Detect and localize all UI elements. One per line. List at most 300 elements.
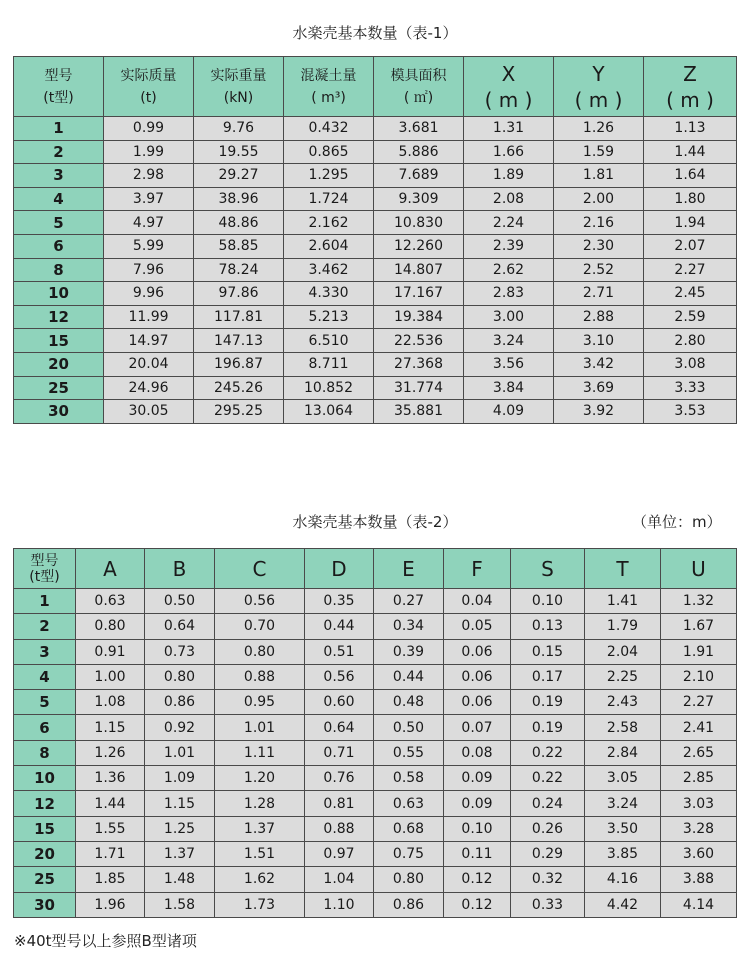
value-cell: 2.27: [661, 690, 737, 715]
value-cell: 1.01: [215, 715, 305, 740]
value-cell: 0.64: [145, 614, 215, 639]
value-cell: 58.85: [194, 234, 284, 258]
type-cell: 15: [14, 329, 104, 353]
value-cell: 0.27: [374, 589, 444, 614]
value-cell: 0.24: [511, 791, 585, 816]
value-cell: 0.86: [374, 892, 444, 917]
value-cell: 3.00: [464, 305, 554, 329]
value-cell: 1.94: [644, 211, 737, 235]
value-cell: 0.56: [305, 664, 374, 689]
value-cell: 2.43: [585, 690, 661, 715]
table-row: [14, 211, 737, 235]
table2-header-cell: S: [511, 549, 585, 589]
value-cell: 0.08: [444, 740, 511, 765]
value-cell: 2.71: [554, 282, 644, 306]
table1-header-row: [14, 57, 737, 117]
value-cell: 117.81: [194, 305, 284, 329]
value-cell: 2.65: [661, 740, 737, 765]
value-cell: 2.88: [554, 305, 644, 329]
table-row: [14, 766, 737, 791]
value-cell: 1.71: [76, 841, 145, 866]
value-cell: 0.86: [145, 690, 215, 715]
value-cell: 1.26: [76, 740, 145, 765]
value-cell: 2.162: [284, 211, 374, 235]
value-cell: 0.39: [374, 639, 444, 664]
value-cell: 1.01: [145, 740, 215, 765]
value-cell: 0.34: [374, 614, 444, 639]
value-cell: 14.807: [374, 258, 464, 282]
value-cell: 3.24: [585, 791, 661, 816]
value-cell: 1.55: [76, 816, 145, 841]
type-cell: 6: [14, 234, 104, 258]
value-cell: 0.76: [305, 766, 374, 791]
value-cell: 0.88: [305, 816, 374, 841]
unit-label: （单位：m）: [632, 513, 722, 531]
value-cell: 0.865: [284, 140, 374, 164]
value-cell: 2.41: [661, 715, 737, 740]
value-cell: 1.85: [76, 867, 145, 892]
value-cell: 0.44: [305, 614, 374, 639]
type-cell: 20: [14, 841, 76, 866]
value-cell: 0.10: [444, 816, 511, 841]
value-cell: 0.11: [444, 841, 511, 866]
value-cell: 0.68: [374, 816, 444, 841]
value-cell: 0.70: [215, 614, 305, 639]
value-cell: 1.64: [644, 164, 737, 188]
value-cell: 0.10: [511, 589, 585, 614]
value-cell: 0.95: [215, 690, 305, 715]
table2-header-row: [14, 549, 737, 589]
value-cell: 0.63: [76, 589, 145, 614]
value-cell: 1.20: [215, 766, 305, 791]
value-cell: 6.510: [284, 329, 374, 353]
value-cell: 2.59: [644, 305, 737, 329]
value-cell: 4.42: [585, 892, 661, 917]
value-cell: 1.58: [145, 892, 215, 917]
value-cell: 1.44: [76, 791, 145, 816]
table-row: [14, 282, 737, 306]
value-cell: 5.213: [284, 305, 374, 329]
value-cell: 3.05: [585, 766, 661, 791]
value-cell: 0.07: [444, 715, 511, 740]
value-cell: 1.73: [215, 892, 305, 917]
value-cell: 19.384: [374, 305, 464, 329]
table-row: [14, 867, 737, 892]
value-cell: 0.17: [511, 664, 585, 689]
table2-title: 水楽壳基本数量（表-2）: [292, 513, 458, 531]
type-cell: 8: [14, 740, 76, 765]
value-cell: 4.97: [104, 211, 194, 235]
value-cell: 1.51: [215, 841, 305, 866]
value-cell: 9.309: [374, 187, 464, 211]
value-cell: 2.85: [661, 766, 737, 791]
value-cell: 0.15: [511, 639, 585, 664]
value-cell: 2.16: [554, 211, 644, 235]
value-cell: 10.830: [374, 211, 464, 235]
value-cell: 12.260: [374, 234, 464, 258]
value-cell: 7.96: [104, 258, 194, 282]
value-cell: 38.96: [194, 187, 284, 211]
value-cell: 1.10: [305, 892, 374, 917]
value-cell: 0.50: [374, 715, 444, 740]
value-cell: 1.00: [76, 664, 145, 689]
value-cell: 3.33: [644, 376, 737, 400]
table-row: [14, 614, 737, 639]
value-cell: 2.45: [644, 282, 737, 306]
value-cell: 1.89: [464, 164, 554, 188]
table2-header-cell: D: [305, 549, 374, 589]
value-cell: 0.06: [444, 639, 511, 664]
value-cell: 1.41: [585, 589, 661, 614]
table2-type-header: [14, 549, 76, 589]
value-cell: 1.79: [585, 614, 661, 639]
value-cell: 295.25: [194, 400, 284, 424]
value-cell: 3.50: [585, 816, 661, 841]
table-row: [14, 117, 737, 141]
type-cell: 12: [14, 305, 104, 329]
type-cell: 30: [14, 892, 76, 917]
value-cell: 14.97: [104, 329, 194, 353]
value-cell: 0.80: [374, 867, 444, 892]
value-cell: 1.36: [76, 766, 145, 791]
value-cell: 1.08: [76, 690, 145, 715]
header-unit: ( m ): [666, 87, 714, 112]
table1-header-cell: [104, 57, 194, 117]
type-cell: 10: [14, 282, 104, 306]
value-cell: 1.99: [104, 140, 194, 164]
table1-header-cell: [194, 57, 284, 117]
footnote: ※40t型号以上参照B型诸项: [14, 932, 197, 950]
header-label: X: [501, 61, 516, 86]
type-cell: 12: [14, 791, 76, 816]
value-cell: 1.96: [76, 892, 145, 917]
table-row: [14, 376, 737, 400]
value-cell: 0.33: [511, 892, 585, 917]
value-cell: 1.37: [215, 816, 305, 841]
value-cell: 3.88: [661, 867, 737, 892]
value-cell: 2.10: [661, 664, 737, 689]
value-cell: 3.92: [554, 400, 644, 424]
type-cell: 3: [14, 639, 76, 664]
header-label: 型号: [44, 67, 73, 84]
table-row: [14, 639, 737, 664]
value-cell: 1.25: [145, 816, 215, 841]
value-cell: 3.84: [464, 376, 554, 400]
value-cell: 35.881: [374, 400, 464, 424]
value-cell: 3.10: [554, 329, 644, 353]
header-unit: ( m³): [311, 89, 346, 106]
value-cell: 0.26: [511, 816, 585, 841]
value-cell: 1.59: [554, 140, 644, 164]
value-cell: 2.52: [554, 258, 644, 282]
value-cell: 1.67: [661, 614, 737, 639]
value-cell: 1.44: [644, 140, 737, 164]
table-row: [14, 816, 737, 841]
value-cell: 2.00: [554, 187, 644, 211]
type-cell: 20: [14, 352, 104, 376]
type-cell: 1: [14, 117, 104, 141]
value-cell: 0.12: [444, 892, 511, 917]
value-cell: 3.85: [585, 841, 661, 866]
value-cell: 0.50: [145, 589, 215, 614]
value-cell: 1.62: [215, 867, 305, 892]
value-cell: 1.91: [661, 639, 737, 664]
table-row: [14, 140, 737, 164]
value-cell: 0.32: [511, 867, 585, 892]
value-cell: 0.48: [374, 690, 444, 715]
value-cell: 2.24: [464, 211, 554, 235]
table-row: [14, 589, 737, 614]
value-cell: 0.06: [444, 690, 511, 715]
table2: [13, 548, 737, 918]
header-label: 型号: [30, 552, 59, 569]
value-cell: 0.56: [215, 589, 305, 614]
value-cell: 0.88: [215, 664, 305, 689]
value-cell: 0.35: [305, 589, 374, 614]
value-cell: 3.56: [464, 352, 554, 376]
value-cell: 27.368: [374, 352, 464, 376]
value-cell: 0.13: [511, 614, 585, 639]
value-cell: 5.99: [104, 234, 194, 258]
value-cell: 2.98: [104, 164, 194, 188]
table2-header-cell: B: [145, 549, 215, 589]
table1-body: [14, 117, 737, 424]
header-unit: (t): [140, 89, 157, 106]
value-cell: 20.04: [104, 352, 194, 376]
value-cell: 0.80: [76, 614, 145, 639]
value-cell: 0.29: [511, 841, 585, 866]
value-cell: 0.73: [145, 639, 215, 664]
value-cell: 3.97: [104, 187, 194, 211]
value-cell: 7.689: [374, 164, 464, 188]
value-cell: 0.80: [215, 639, 305, 664]
header-unit: ( m ): [574, 87, 623, 112]
value-cell: 1.28: [215, 791, 305, 816]
header-label: 模具面积: [390, 67, 447, 84]
value-cell: 97.86: [194, 282, 284, 306]
value-cell: 0.22: [511, 766, 585, 791]
table1-header-cell: [554, 57, 644, 117]
value-cell: 4.14: [661, 892, 737, 917]
value-cell: 3.60: [661, 841, 737, 866]
value-cell: 0.92: [145, 715, 215, 740]
value-cell: 2.83: [464, 282, 554, 306]
value-cell: 0.51: [305, 639, 374, 664]
value-cell: 2.39: [464, 234, 554, 258]
value-cell: 5.886: [374, 140, 464, 164]
value-cell: 0.06: [444, 664, 511, 689]
value-cell: 0.05: [444, 614, 511, 639]
value-cell: 1.80: [644, 187, 737, 211]
value-cell: 2.62: [464, 258, 554, 282]
table2-header-cell: F: [444, 549, 511, 589]
table2-header-cell: E: [374, 549, 444, 589]
value-cell: 2.27: [644, 258, 737, 282]
table2-header-cell: C: [215, 549, 305, 589]
value-cell: 1.11: [215, 740, 305, 765]
table-row: [14, 329, 737, 353]
type-cell: 1: [14, 589, 76, 614]
value-cell: 196.87: [194, 352, 284, 376]
header-unit: (kN): [223, 89, 254, 106]
value-cell: 1.66: [464, 140, 554, 164]
value-cell: 3.681: [374, 117, 464, 141]
table-row: [14, 234, 737, 258]
value-cell: 0.432: [284, 117, 374, 141]
value-cell: 3.28: [661, 816, 737, 841]
table-row: [14, 258, 737, 282]
table-row: [14, 791, 737, 816]
type-cell: 2: [14, 140, 104, 164]
value-cell: 0.09: [444, 766, 511, 791]
value-cell: 0.19: [511, 715, 585, 740]
table-row: [14, 400, 737, 424]
value-cell: 1.15: [145, 791, 215, 816]
value-cell: 29.27: [194, 164, 284, 188]
table-row: [14, 187, 737, 211]
type-cell: 5: [14, 211, 104, 235]
value-cell: 8.711: [284, 352, 374, 376]
value-cell: 0.71: [305, 740, 374, 765]
value-cell: 4.330: [284, 282, 374, 306]
value-cell: 24.96: [104, 376, 194, 400]
value-cell: 19.55: [194, 140, 284, 164]
table-row: [14, 892, 737, 917]
value-cell: 1.09: [145, 766, 215, 791]
value-cell: 1.48: [145, 867, 215, 892]
table-row: [14, 841, 737, 866]
header-unit: (t型): [29, 568, 60, 585]
table2-header-cell: U: [661, 549, 737, 589]
value-cell: 13.064: [284, 400, 374, 424]
value-cell: 78.24: [194, 258, 284, 282]
value-cell: 1.15: [76, 715, 145, 740]
value-cell: 0.09: [444, 791, 511, 816]
value-cell: 2.604: [284, 234, 374, 258]
type-cell: 4: [14, 664, 76, 689]
value-cell: 245.26: [194, 376, 284, 400]
value-cell: 3.08: [644, 352, 737, 376]
value-cell: 4.16: [585, 867, 661, 892]
value-cell: 22.536: [374, 329, 464, 353]
value-cell: 0.63: [374, 791, 444, 816]
table1-header-cell: [14, 57, 104, 117]
value-cell: 4.09: [464, 400, 554, 424]
value-cell: 0.91: [76, 639, 145, 664]
value-cell: 1.32: [661, 589, 737, 614]
value-cell: 11.99: [104, 305, 194, 329]
value-cell: 2.08: [464, 187, 554, 211]
header-label: Z: [683, 61, 697, 86]
table2-body: [14, 589, 737, 918]
value-cell: 0.22: [511, 740, 585, 765]
value-cell: 0.64: [305, 715, 374, 740]
value-cell: 2.30: [554, 234, 644, 258]
value-cell: 0.81: [305, 791, 374, 816]
value-cell: 1.295: [284, 164, 374, 188]
table-row: [14, 164, 737, 188]
table1-header-cell: [374, 57, 464, 117]
type-cell: 5: [14, 690, 76, 715]
value-cell: 2.58: [585, 715, 661, 740]
value-cell: 2.80: [644, 329, 737, 353]
type-cell: 25: [14, 376, 104, 400]
type-cell: 10: [14, 766, 76, 791]
table-row: [14, 740, 737, 765]
value-cell: 3.462: [284, 258, 374, 282]
header-label: 实际质量: [120, 67, 177, 84]
value-cell: 1.13: [644, 117, 737, 141]
value-cell: 2.04: [585, 639, 661, 664]
table-row: [14, 352, 737, 376]
value-cell: 31.774: [374, 376, 464, 400]
type-cell: 3: [14, 164, 104, 188]
type-cell: 2: [14, 614, 76, 639]
value-cell: 1.31: [464, 117, 554, 141]
header-label: 混凝土量: [300, 67, 357, 84]
type-cell: 30: [14, 400, 104, 424]
value-cell: 48.86: [194, 211, 284, 235]
header-unit: (t型): [43, 89, 74, 106]
value-cell: 17.167: [374, 282, 464, 306]
value-cell: 3.24: [464, 329, 554, 353]
table1-header-cell: [464, 57, 554, 117]
value-cell: 0.58: [374, 766, 444, 791]
value-cell: 1.724: [284, 187, 374, 211]
header-label: 实际重量: [210, 67, 267, 84]
value-cell: 3.03: [661, 791, 737, 816]
value-cell: 1.04: [305, 867, 374, 892]
value-cell: 0.19: [511, 690, 585, 715]
value-cell: 1.81: [554, 164, 644, 188]
value-cell: 2.25: [585, 664, 661, 689]
value-cell: 3.42: [554, 352, 644, 376]
value-cell: 2.07: [644, 234, 737, 258]
value-cell: 3.69: [554, 376, 644, 400]
value-cell: 0.75: [374, 841, 444, 866]
value-cell: 1.26: [554, 117, 644, 141]
header-unit: ( ㎡): [403, 89, 434, 106]
value-cell: 2.84: [585, 740, 661, 765]
value-cell: 1.37: [145, 841, 215, 866]
table-row: [14, 664, 737, 689]
value-cell: 30.05: [104, 400, 194, 424]
table1-title: 水楽壳基本数量（表-1）: [292, 24, 458, 42]
value-cell: 0.04: [444, 589, 511, 614]
value-cell: 0.97: [305, 841, 374, 866]
table1: [13, 56, 737, 424]
value-cell: 147.13: [194, 329, 284, 353]
type-cell: 25: [14, 867, 76, 892]
value-cell: 3.53: [644, 400, 737, 424]
type-cell: 6: [14, 715, 76, 740]
value-cell: 0.55: [374, 740, 444, 765]
table2-header-cell: A: [76, 549, 145, 589]
table-row: [14, 305, 737, 329]
table2-header-cell: T: [585, 549, 661, 589]
value-cell: 0.60: [305, 690, 374, 715]
value-cell: 9.96: [104, 282, 194, 306]
header-unit: ( m ): [484, 87, 533, 112]
value-cell: 0.44: [374, 664, 444, 689]
value-cell: 0.99: [104, 117, 194, 141]
table-row: [14, 690, 737, 715]
value-cell: 0.80: [145, 664, 215, 689]
table1-header-cell: [284, 57, 374, 117]
header-label: Y: [592, 61, 605, 86]
type-cell: 15: [14, 816, 76, 841]
value-cell: 10.852: [284, 376, 374, 400]
